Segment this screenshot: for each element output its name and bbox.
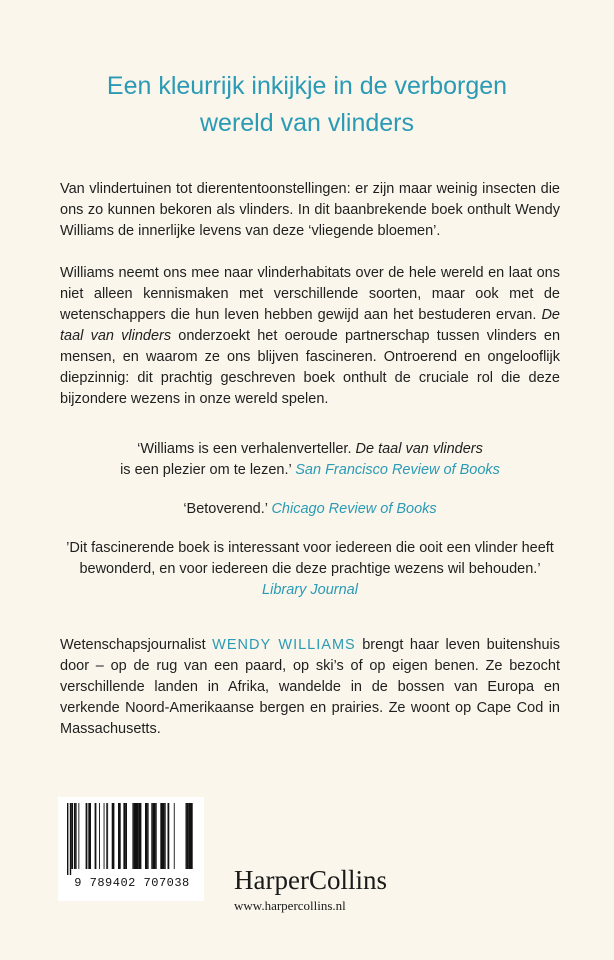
description-text-2: onderzoekt het oeroude partnerschap tussen vlinders en mensen, en waarom ze ons blijven fascineren. Ontroerend en ongelooflijk diepzinnig: dit prachtig geschreven boek onthult de cruciale rol die deze bijzondere wezens in onze wereld spelen. [60,328,561,407]
quote-2-source: Chicago Review of Books [271,501,437,517]
description-text-1: Williams neemt ons mee naar vlinderhabitats over de hele wereld en laat ons niet alleen kennismaken met verschillende soorten, maar ook met de wetenschappers die hun leven hebben gewijd aan het bestuderen ervan. [60,265,560,323]
quote-1-source: San Francisco Review of Books [295,462,500,478]
publisher-logo: HarperCollins [234,865,387,895]
review-quote-2 [60,499,560,520]
review-quote-1 [60,439,560,481]
bio-text: brengt haar leven buitenshuis door – op de rug van een paard, op ski’s of op eigen benen. Ze bezocht verschillende landen in Afrika, wandelde in de bossen van Europa en verkende Noord-Amerikaanse bergen en prairies. Ze woont op Cape Cod in Massachusetts. [60,637,560,737]
barcode-bars-icon [67,803,195,875]
barcode [58,797,204,901]
quote-1-text: ‘Williams is een verhalenverteller. [137,441,356,457]
headline-line-1: Een kleurrijk inkijkje in de verborgen [106,72,508,100]
intro-paragraph: Van vlindertuinen tot dierententoonstellingen: er zijn maar weinig insecten die ons zo kunnen bekoren als vlinders. In dit baanbrekende boek onthult Wendy Williams de innerlijke levens van deze ‘vliegende bloemen’. [60,181,560,239]
review-quote-3 [60,538,560,601]
book-title-inline: De taal van vlinders [60,307,560,344]
headline [40,68,574,142]
author-bio [60,635,560,740]
author-name: WENDY WILLIAMS [212,637,356,653]
description-paragraph [60,263,560,410]
isbn-number: 9 789402 707038 [74,876,190,890]
quote-2-text: ‘Betoverend.’ [183,501,272,517]
quote-1-title: De taal van vlinders [355,441,483,457]
publisher-website: www.harpercollins.nl [234,898,346,913]
quote-1-text-2: is een plezier om te lezen.’ [120,462,296,478]
quote-3-text: ’Dit fascinerende boek is interessant voor iedereen die ooit een vlinder heeft bewonderd, en voor iedereen die deze prachtige wezens wil behouden.’ [66,540,554,577]
headline-line-2: wereld van vlinders [200,109,414,137]
quote-3-source: Library Journal [262,582,358,598]
bio-prefix: Wetenschapsjournalist [60,637,213,653]
